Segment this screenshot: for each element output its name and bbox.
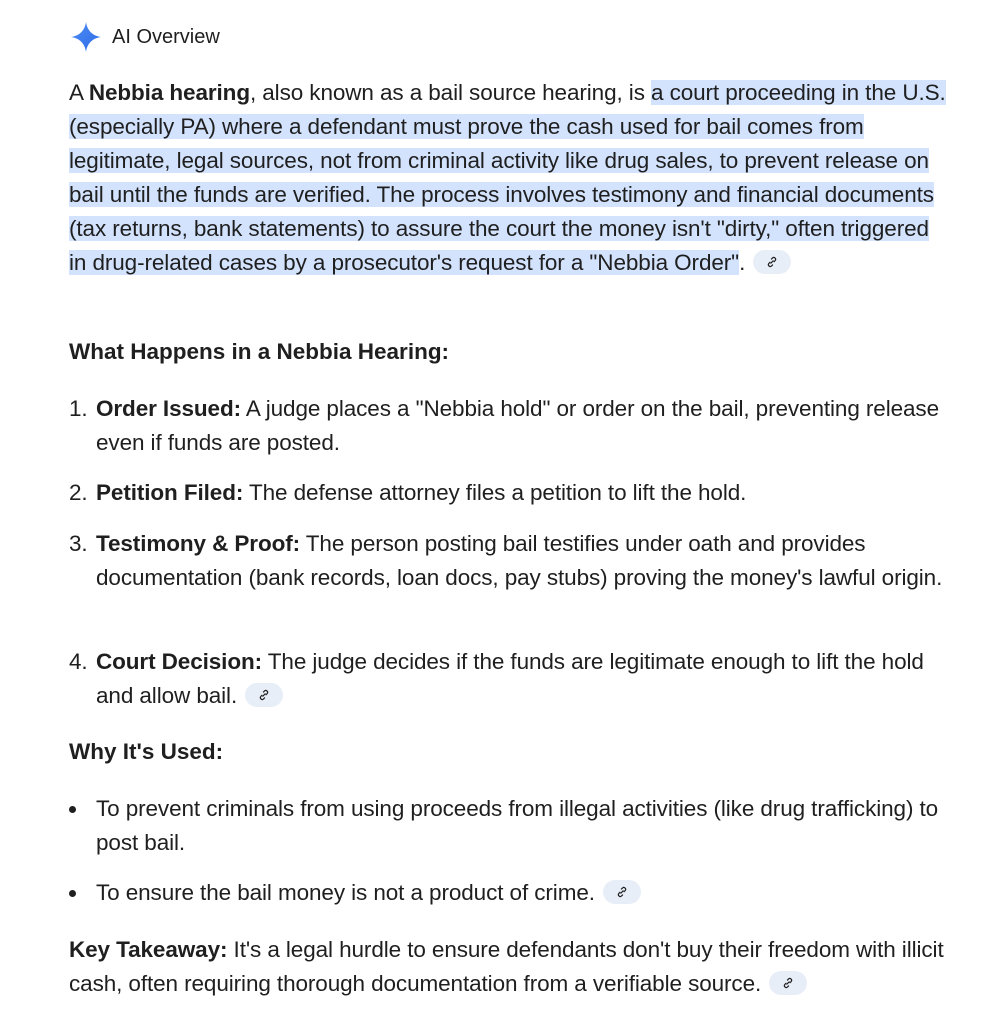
ai-overview-title: AI Overview — [112, 25, 220, 48]
list-number: 1. — [69, 396, 88, 421]
section-heading-what-happens: What Happens in a Nebbia Hearing: — [69, 339, 450, 364]
section-heading-why-used: Why It's Used: — [69, 739, 224, 764]
bullet-dot — [69, 890, 76, 897]
link-icon — [615, 885, 629, 899]
source-link-chip[interactable] — [245, 683, 283, 707]
source-link-chip[interactable] — [769, 971, 807, 995]
intro-term: Nebbia hearing — [88, 80, 250, 105]
intro-highlighted-answer: a court proceeding in the U.S. (especially PA) where a defendant must prove the cash used for bail comes from legitimate, legal sources, not from criminal activity like drug sales, to prevent release on bail until the funds are verified. The process involves testimony and financial documents (tax returns, bank statements) to assure the court the money isn't "dirty," often triggered in drug-related cases by a prosecutor's request for a "Nebbia Order" — [69, 80, 946, 275]
list-item-title: Testimony & Proof: — [96, 531, 301, 556]
list-item-title: Order Issued: — [96, 396, 241, 421]
sparkle-icon — [70, 21, 102, 53]
bullet-dot — [69, 806, 76, 813]
takeaway-label: Key Takeaway: — [69, 937, 228, 962]
link-icon — [781, 976, 795, 990]
intro-end: . — [739, 250, 746, 275]
list-item-title: Court Decision: — [96, 649, 263, 674]
intro-middle: , also known as a bail source hearing, is — [249, 80, 651, 105]
ai-overview-header — [70, 20, 220, 54]
source-link-chip[interactable] — [603, 880, 641, 904]
list-number: 2. — [69, 480, 88, 505]
list-item — [69, 476, 959, 510]
key-takeaway — [69, 933, 959, 1001]
intro-paragraph — [69, 76, 949, 280]
list-item — [69, 392, 959, 460]
list-item-text: The defense attorney files a petition to lift the hold. — [243, 480, 747, 505]
list-item-text: The person posting bail testifies under oath and provides documentation (bank records, loan docs, pay stubs) proving the money's lawful origin. — [96, 531, 943, 590]
list-number: 3. — [69, 531, 88, 556]
link-icon — [765, 255, 779, 269]
list-item-text: To ensure the bail money is not a product of crime. — [96, 880, 595, 905]
list-item-text: The judge decides if the funds are legitimate enough to lift the hold and allow bail. — [96, 649, 924, 708]
source-link-chip[interactable] — [753, 250, 791, 274]
list-item-title: Petition Filed: — [96, 480, 244, 505]
list-item — [69, 527, 959, 595]
list-number: 4. — [69, 649, 88, 674]
list-item — [69, 792, 959, 860]
list-item-text: A judge places a "Nebbia hold" or order on the bail, preventing release even if funds are posted. — [96, 396, 939, 455]
link-icon — [257, 688, 271, 702]
list-item-text: To prevent criminals from using proceeds from illegal activities (like drug trafficking) to post bail. — [96, 796, 939, 855]
takeaway-text: It's a legal hurdle to ensure defendants don't buy their freedom with illicit cash, often requiring thorough documentation from a verifiable source. — [69, 937, 944, 996]
list-item — [69, 876, 959, 910]
intro-lead: A — [69, 80, 89, 105]
list-item — [69, 645, 959, 713]
